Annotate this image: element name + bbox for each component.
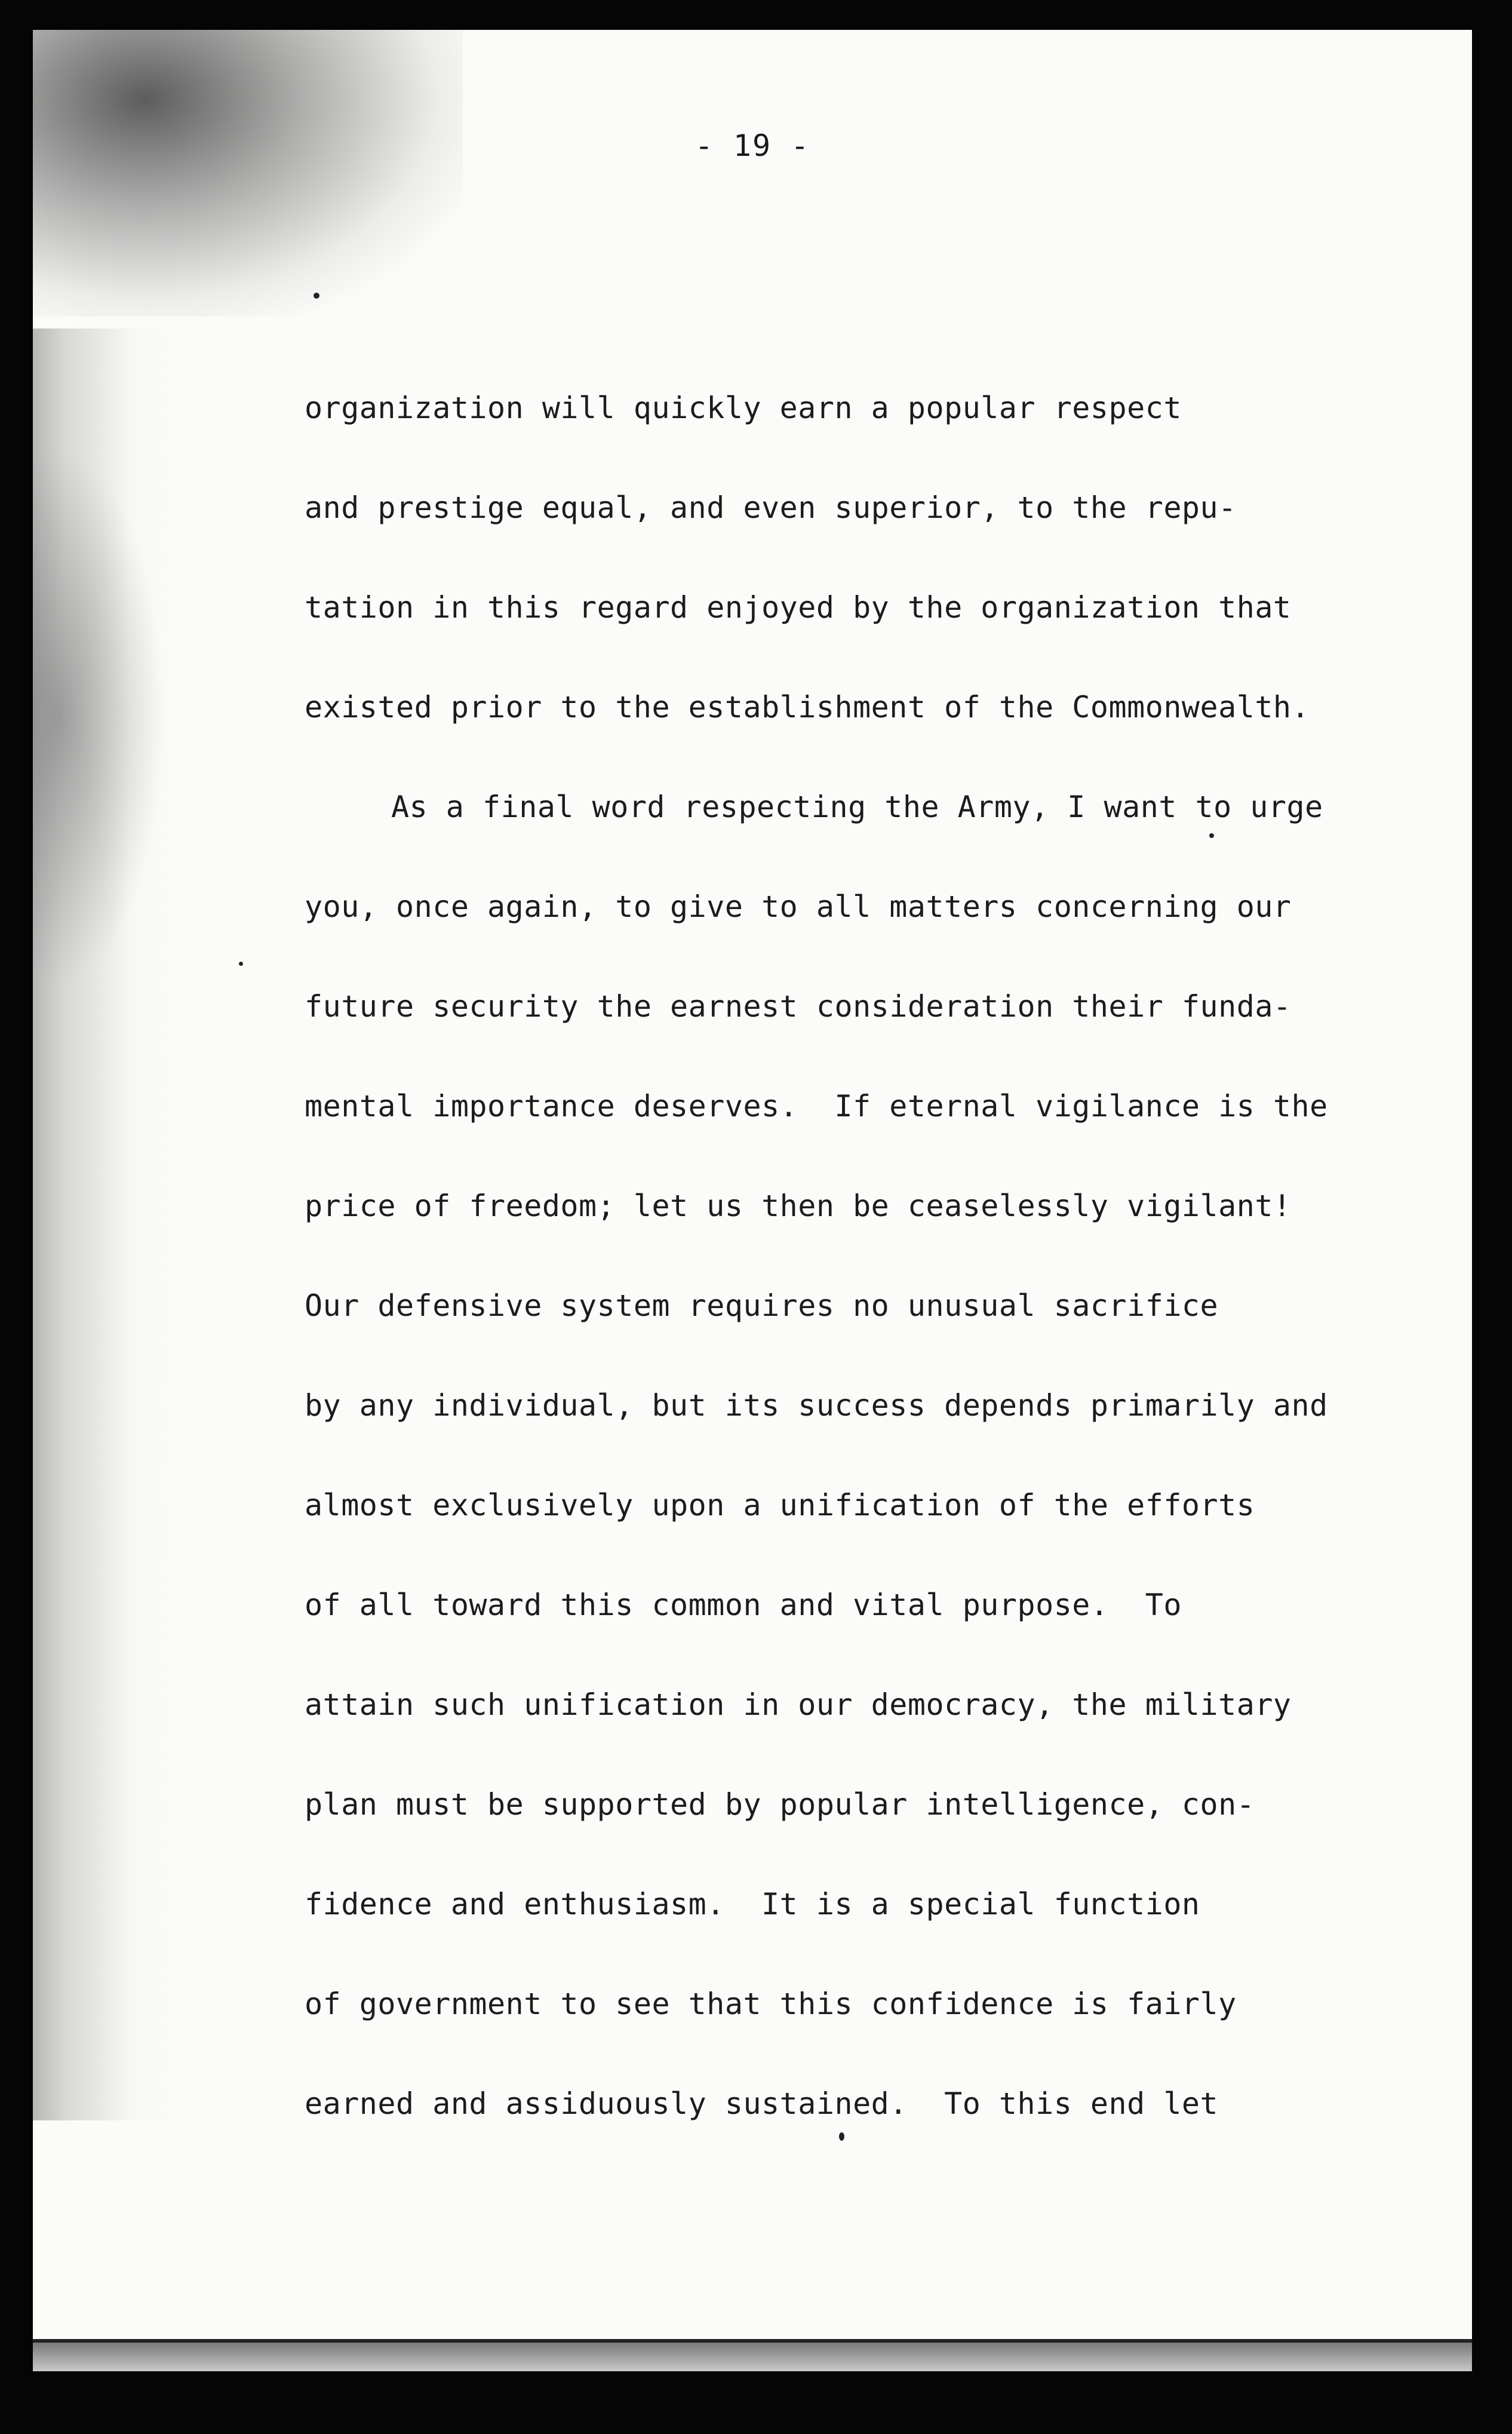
ink-speck	[314, 293, 319, 299]
text-line: As a final word respecting the Army, I want to urge	[391, 790, 1323, 824]
ink-speck	[239, 962, 243, 966]
age-stain-top-left	[33, 30, 463, 317]
text-line: you, once again, to give to all matters concerning our	[305, 889, 1292, 924]
page-bottom-shadow	[33, 2343, 1472, 2371]
text-line: Our defensive system requires no unusual sacrifice	[305, 1288, 1219, 1323]
text-line: earned and assiduously sustained. To this end let	[305, 2086, 1219, 2121]
text-line: almost exclusively upon a unification of the efforts	[305, 1488, 1255, 1523]
text-line: tation in this regard enjoyed by the organization that	[305, 590, 1292, 625]
text-line: organization will quickly earn a popular respect	[305, 391, 1182, 425]
text-line: fidence and enthusiasm. It is a special function	[305, 1887, 1200, 1922]
typewritten-page	[33, 30, 1472, 2371]
text-line: by any individual, but its success depends primarily and	[305, 1388, 1328, 1423]
text-line: and prestige equal, and even superior, to the repu-	[305, 490, 1237, 525]
age-stain-left-middle	[33, 448, 164, 986]
text-line: future security the earnest consideration their funda-	[305, 989, 1292, 1024]
text-line: of government to see that this confidence is fairly	[305, 1987, 1237, 2021]
text-line: price of freedom; let us then be ceaselessly vigilant!	[305, 1189, 1292, 1223]
text-line: plan must be supported by popular intelligence, con-	[305, 1787, 1255, 1822]
text-line: attain such unification in our democracy, the military	[305, 1687, 1292, 1722]
text-line: of all toward this common and vital purpose. To	[305, 1588, 1182, 1622]
text-line: mental importance deserves. If eternal vigilance is the	[305, 1089, 1328, 1124]
text-line: existed prior to the establishment of the Commonwealth.	[305, 690, 1310, 725]
page-number: - 19 -	[694, 128, 810, 163]
body-text	[305, 358, 1439, 2154]
